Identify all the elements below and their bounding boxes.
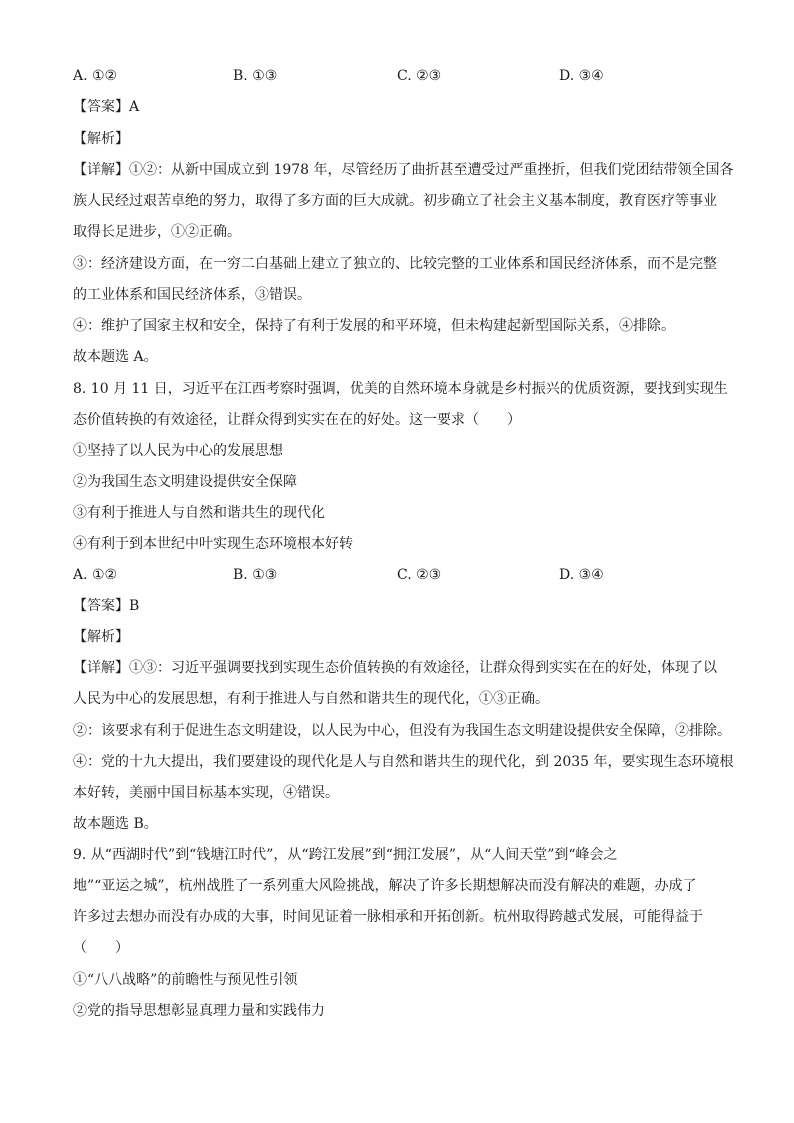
q8-conclusion: 故本题选 B。 bbox=[73, 816, 158, 832]
q8-analysis-heading: 【解析】 bbox=[73, 629, 129, 645]
option-d: D. ③④ bbox=[559, 68, 604, 84]
option-b: B. ①③ bbox=[233, 68, 278, 84]
q7-detail-line: 族人民经过艰苦卓绝的努力，取得了多方面的巨大成就。初步确立了社会主义基本制度，教育医疗等事业 bbox=[73, 193, 717, 209]
q7-analysis-heading: 【解析】 bbox=[73, 131, 129, 147]
option-c: C. ②③ bbox=[397, 567, 442, 583]
q9-item: ②党的指导思想彰显真理力量和实践伟力 bbox=[73, 1003, 325, 1019]
q8-item: ③有利于推进人与自然和谐共生的现代化 bbox=[73, 505, 325, 521]
q7-detail-line: 的工业体系和国民经济体系，③错误。 bbox=[73, 287, 311, 303]
q8-stem-line: 态价值转换的有效途径，让群众得到实实在在的好处。这一要求（ ） bbox=[73, 412, 521, 428]
q8-detail-line: 人民为中心的发展思想，有利于推进人与自然和谐共生的现代化，①③正确。 bbox=[73, 691, 549, 707]
q7-conclusion: 故本题选 A。 bbox=[73, 349, 158, 365]
q8-item: ②为我国生态文明建设提供安全保障 bbox=[73, 474, 297, 490]
q8-item: ①坚持了以人民为中心的发展思想 bbox=[73, 443, 283, 459]
option-b: B. ①③ bbox=[233, 567, 278, 583]
q9-stem-line: 9. 从“西湖时代”到“钱塘江时代”，从“跨江发展”到“拥江发展”，从“人间天堂”到“峰会之 bbox=[73, 847, 618, 863]
q9-stem-line: 许多过去想办而没有办成的大事，时间见证着一脉相承和开拓创新。杭州取得跨越式发展，可能得益于 bbox=[73, 909, 703, 925]
q7-detail-line: ③：经济建设方面，在一穷二白基础上建立了独立的、比较完整的工业体系和国民经济体系，而不是完整 bbox=[73, 256, 717, 272]
q8-stem-line: 8. 10 月 11 日，习近平在江西考察时强调，优美的自然环境本身就是乡村振兴的优质资源，要找到实现生 bbox=[73, 381, 728, 397]
q7-detail-line: 【详解】①②：从新中国成立到 1978 年，尽管经历了曲折甚至遭受过严重挫折，但我们党团结带领全国各 bbox=[73, 162, 734, 178]
q7-options bbox=[73, 66, 733, 86]
q7-detail-line: ④：维护了国家主权和安全，保持了有利于发展的和平环境，但未构建起新型国际关系，④排除。 bbox=[73, 318, 675, 334]
option-a: A. ①② bbox=[73, 567, 118, 583]
q9-stem-line: （ ） bbox=[73, 940, 129, 956]
q7-answer: 【答案】A bbox=[73, 99, 140, 115]
q8-options bbox=[73, 565, 733, 585]
q8-detail-line: 本好转，美丽中国目标基本实现，④错误。 bbox=[73, 785, 339, 801]
q8-detail-line: 【详解】①③：习近平强调要找到实现生态价值转换的有效途径，让群众得到实实在在的好处，体现了以 bbox=[73, 660, 717, 676]
q8-answer: 【答案】B bbox=[73, 598, 140, 614]
q7-detail-line: 取得长足进步，①②正确。 bbox=[73, 224, 241, 240]
q9-stem-line: 地”“亚运之城”，杭州战胜了一系列重大风险挑战，解决了许多长期想解决而没有解决的难题，办成了 bbox=[73, 878, 697, 894]
q8-detail-line: ②：该要求有利于促进生态文明建设，以人民为中心，但没有为我国生态文明建设提供安全保障，②排除。 bbox=[73, 723, 731, 739]
q9-item: ①“八八战略”的前瞻性与预见性引领 bbox=[73, 972, 298, 988]
option-a: A. ①② bbox=[73, 68, 118, 84]
q8-detail-line: ④：党的十九大提出，我们要建设的现代化是人与自然和谐共生的现代化，到 2035 年，要实现生态环境根 bbox=[73, 754, 734, 770]
option-c: C. ②③ bbox=[397, 68, 442, 84]
option-d: D. ③④ bbox=[559, 567, 604, 583]
q8-item: ④有利于到本世纪中叶实现生态环境根本好转 bbox=[73, 536, 353, 552]
